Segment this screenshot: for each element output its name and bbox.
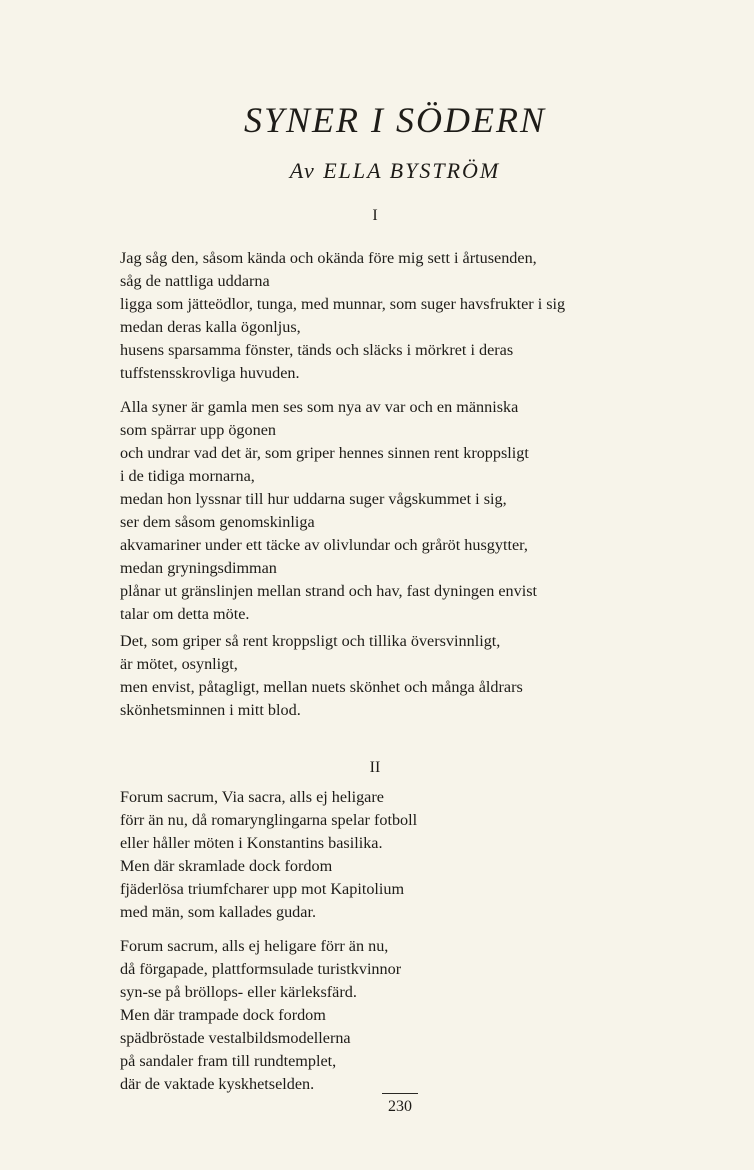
poem-line: spädbröstade vestalbildsmodellerna [120, 1029, 351, 1047]
poem-line: ligga som jätteödlor, tunga, med munnar, som suger havsfrukter i sig [120, 295, 566, 313]
poem-line: Forum sacrum, alls ej heligare förr än nu, [120, 937, 389, 955]
section-numeral-1: I [372, 207, 378, 224]
poem-line: medan gryningsdimman [120, 559, 277, 577]
poem-line: fjäderlösa triumfcharer upp mot Kapitolium [120, 880, 405, 898]
poem-line: Men där trampade dock fordom [120, 1006, 326, 1024]
poem-line: med män, som kallades gudar. [120, 903, 317, 921]
poem-line: då förgapade, plattformsulade turistkvinnor [120, 960, 402, 978]
poem-line: Det, som griper så rent kroppsligt och tillika översvinnligt, [120, 632, 501, 650]
poem-line: Jag såg den, såsom kända och okända före mig sett i årtusenden, [120, 249, 537, 267]
poem-line: plånar ut gränslinjen mellan strand och hav, fast dyningen envist [120, 582, 538, 600]
poem-line: Alla syner är gamla men ses som nya av var och en människa [120, 398, 519, 416]
poem-line: i de tidiga mornarna, [120, 467, 255, 485]
poem-line: eller håller möten i Konstantins basilika. [120, 834, 383, 852]
poem-line: förr än nu, då romarynglingarna spelar fotboll [120, 811, 418, 829]
poem-line: medan deras kalla ögonljus, [120, 318, 301, 336]
stanza-1-3 [120, 630, 720, 722]
footer-rule [382, 1093, 418, 1094]
poem-line: och undrar vad det är, som griper hennes sinnen rent kroppsligt [120, 444, 529, 462]
stanza-2-2 [120, 935, 720, 1096]
poem-line: men envist, påtagligt, mellan nuets skönhet och många åldrars [120, 678, 523, 696]
poem-line: Forum sacrum, Via sacra, alls ej heligare [120, 788, 384, 806]
poem-line: där de vaktade kyskhetselden. [120, 1075, 315, 1093]
page-number: 230 [388, 1098, 412, 1115]
stanza-2-1 [120, 786, 720, 924]
poem-line: är mötet, osynligt, [120, 655, 238, 673]
poem-line: såg de nattliga uddarna [120, 272, 270, 290]
poem-line: akvamariner under ett täcke av olivlundar och gråröt husgytter, [120, 536, 528, 554]
section-numeral-2: II [369, 759, 381, 776]
poem-line: ser dem såsom genomskinliga [120, 513, 315, 531]
poem-line: på sandaler fram till rundtemplet, [120, 1052, 337, 1070]
stanza-1-1 [120, 247, 720, 385]
poem-line: tuffstensskrovliga huvuden. [120, 364, 300, 382]
poem-line: syn-se på bröllops- eller kärleksfärd. [120, 983, 357, 1001]
poem-line: talar om detta möte. [120, 605, 250, 623]
poem-line: Men där skramlade dock fordom [120, 857, 333, 875]
poem-line: skönhetsminnen i mitt blod. [120, 701, 301, 719]
poem-line: som spärrar upp ögonen [120, 421, 276, 439]
poem-line: husens sparsamma fönster, tänds och släcks i mörkret i deras [120, 341, 514, 359]
stanza-1-2 [120, 396, 720, 626]
poem-title: SYNER I SÖDERN [244, 100, 546, 140]
poem-byline: Av ELLA BYSTRÖM [289, 158, 501, 183]
poem-line: medan hon lyssnar till hur uddarna suger vågskummet i sig, [120, 490, 507, 508]
